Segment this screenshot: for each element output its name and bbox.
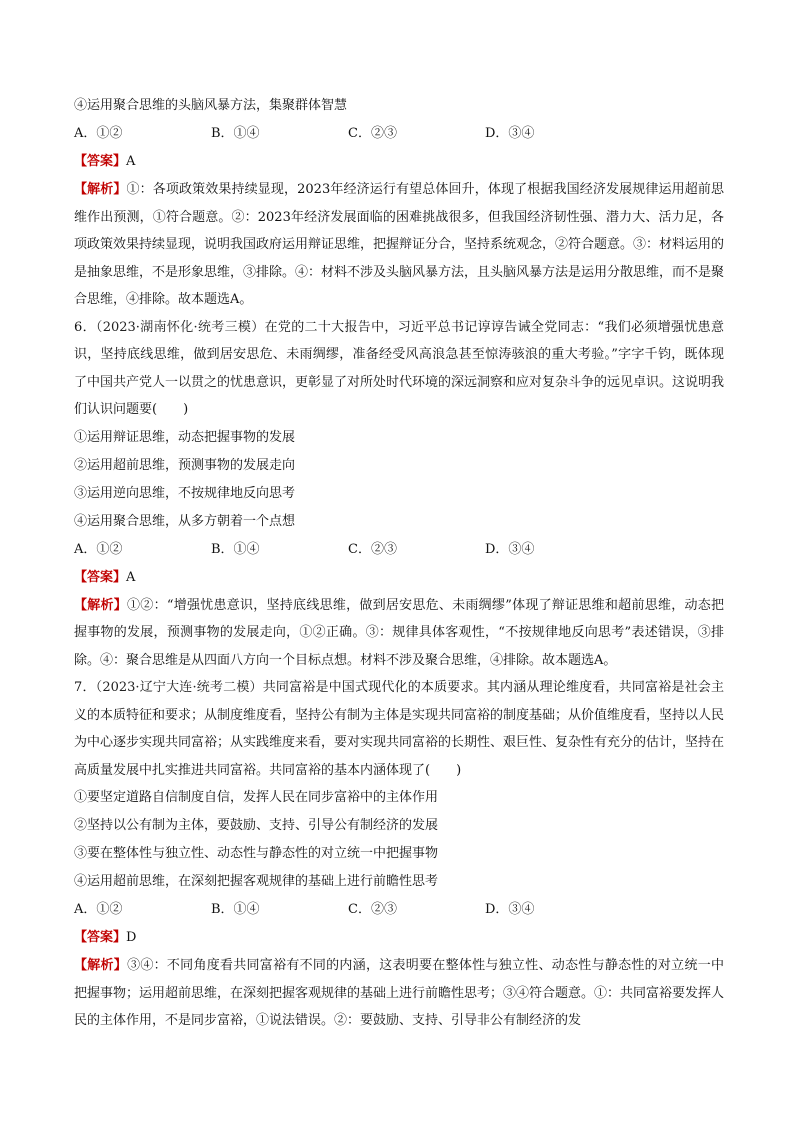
q6-item-3: ③运用逆向思维，不按规律地反向思考 bbox=[74, 485, 296, 501]
q7-stem bbox=[74, 674, 724, 784]
q7-option-c: C．②③ bbox=[348, 902, 397, 917]
q6-option-b: B．①④ bbox=[211, 541, 260, 557]
q5-option-c: C．②③ bbox=[348, 126, 397, 141]
q7-item-4: ④运用超前思维，在深刻把握客观规律的基础上进行前瞻性思考 bbox=[74, 874, 439, 889]
question-text: 在党的二十大报告中，习近平总书记谆谆告诫全党同志：“我们必须增强忧患意识，坚持底线思维，做到居安思危、未雨绸缪，准备经受风高浪急甚至惊涛骇浪的重大考验。”字字千钧，既体现了中国共产党人一以贯之的忧患意识，更彰显了对所处时代环境的深远洞察和应对复杂斗争的远见卓识。这说明我们认识问题要( ) bbox=[74, 319, 725, 417]
answer-value: A bbox=[126, 154, 136, 169]
q5-answer bbox=[74, 148, 724, 176]
q5-option-b: B．①④ bbox=[211, 126, 260, 141]
q6-answer bbox=[74, 564, 724, 592]
q7-item-2: ②坚持以公有制为主体，要鼓励、支持、引导公有制经济的发展 bbox=[74, 818, 439, 833]
analysis-label: 【解析】 bbox=[74, 958, 128, 973]
q6-option-c: C．②③ bbox=[348, 541, 397, 557]
question-source: （2023·湖南怀化·统考三模） bbox=[95, 319, 265, 335]
q6-stem bbox=[74, 314, 724, 424]
analysis-label: 【解析】 bbox=[74, 597, 128, 613]
analysis-text: ①：各项政策效果持续显现，2023年经济运行有望总体回升，体现了根据我国经济发展规律运用超前思维作出预测，①符合题意。②：2023年经济发展面临的困难挑战很多，但我国经济韧性强、潜力大、活力足，各项政策效果持续显现，说明我国政府运用辩证思维，把握辩证分合，坚持系统观念，②符合题意。③：材料运用的是抽象思维，不是形象思维，③排除。④：材料不涉及头脑风暴方法，且头脑风暴方法是运用分散思维，而不是聚合思维，④排除。故本题选A。 bbox=[74, 182, 725, 307]
analysis-label: 【解析】 bbox=[74, 182, 127, 197]
analysis-text: ①②：“增强忧患意识，坚持底线思维，做到居安思危、未雨绸缪”体现了辩证思维和超前思维，动态把握事物的发展，预测事物的发展走向，①②正确。③：规律具体客观性，“不按规律地反向思考”表述错误，③排除。④：聚合思维是从四面八方向一个目标点想。材料不涉及聚合思维，④排除。故本题选A。 bbox=[74, 597, 724, 668]
answer-label: 【答案】 bbox=[74, 154, 127, 169]
q6-analysis bbox=[74, 592, 724, 675]
q7-option-d: D．③④ bbox=[485, 902, 535, 917]
q6-item-1: ①运用辩证思维，动态把握事物的发展 bbox=[74, 429, 296, 445]
q6-item-4: ④运用聚合思维，从多方朝着一个点想 bbox=[74, 513, 296, 529]
q6-item-2: ②运用超前思维，预测事物的发展走向 bbox=[74, 457, 296, 473]
q7-analysis bbox=[74, 952, 724, 1035]
q5-item-4: ④运用聚合思维的头脑风暴方法，集聚群体智慧 bbox=[74, 98, 348, 113]
answer-label: 【答案】 bbox=[74, 569, 127, 585]
q6-option-a: A．①② bbox=[74, 541, 123, 557]
question-number: 7． bbox=[74, 680, 96, 695]
analysis-text: ③④：不同角度看共同富裕有不同的内涵，这表明要在整体性与独立性、动态性与静态性的对立统一中把握事物；运用超前思维，在深刻把握客观规律的基础上进行前瞻性思考；③④符合题意。①：共同富裕要发挥人民的主体作用，不是同步富裕，①说法错误。②：要鼓励、支持、引导非公有制经济的发 bbox=[74, 958, 725, 1028]
q7-option-a: A．①② bbox=[74, 902, 123, 917]
q5-analysis bbox=[74, 176, 724, 314]
answer-value: D bbox=[126, 930, 137, 945]
q5-options bbox=[74, 120, 724, 148]
answer-label: 【答案】 bbox=[74, 930, 127, 945]
q7-item-1: ①要坚定道路自信制度自信，发挥人民在同步富裕中的主体作用 bbox=[74, 790, 439, 805]
q6-option-d: D．③④ bbox=[485, 541, 535, 557]
q7-options bbox=[74, 896, 724, 924]
content bbox=[74, 92, 724, 1035]
question-number: 6． bbox=[74, 319, 96, 335]
q6-options bbox=[74, 536, 724, 564]
q7-item-3: ③要在整体性与独立性、动态性与静态性的对立统一中把握事物 bbox=[74, 846, 439, 861]
question-source: （2023·辽宁大连·统考二模） bbox=[95, 680, 263, 695]
q7-answer bbox=[74, 924, 724, 952]
q5-option-d: D．③④ bbox=[485, 126, 535, 141]
answer-value: A bbox=[126, 569, 136, 585]
question-text: 共同富裕是中国式现代化的本质要求。其内涵从理论维度看，共同富裕是社会主义的本质特征和要求；从制度维度看，坚持公有制为主体是实现共同富裕的制度基础；从价值维度看，坚持以人民为中心逐步实现共同富裕；从实践维度来看，要对实现共同富裕的长期性、艰巨性、复杂性有充分的估计，坚持在高质量发展中扎实推进共同富裕。共同富裕的基本内涵体现了( ) bbox=[74, 680, 725, 778]
q7-option-b: B．①④ bbox=[211, 902, 260, 917]
q5-option-a: A．①② bbox=[74, 126, 123, 141]
